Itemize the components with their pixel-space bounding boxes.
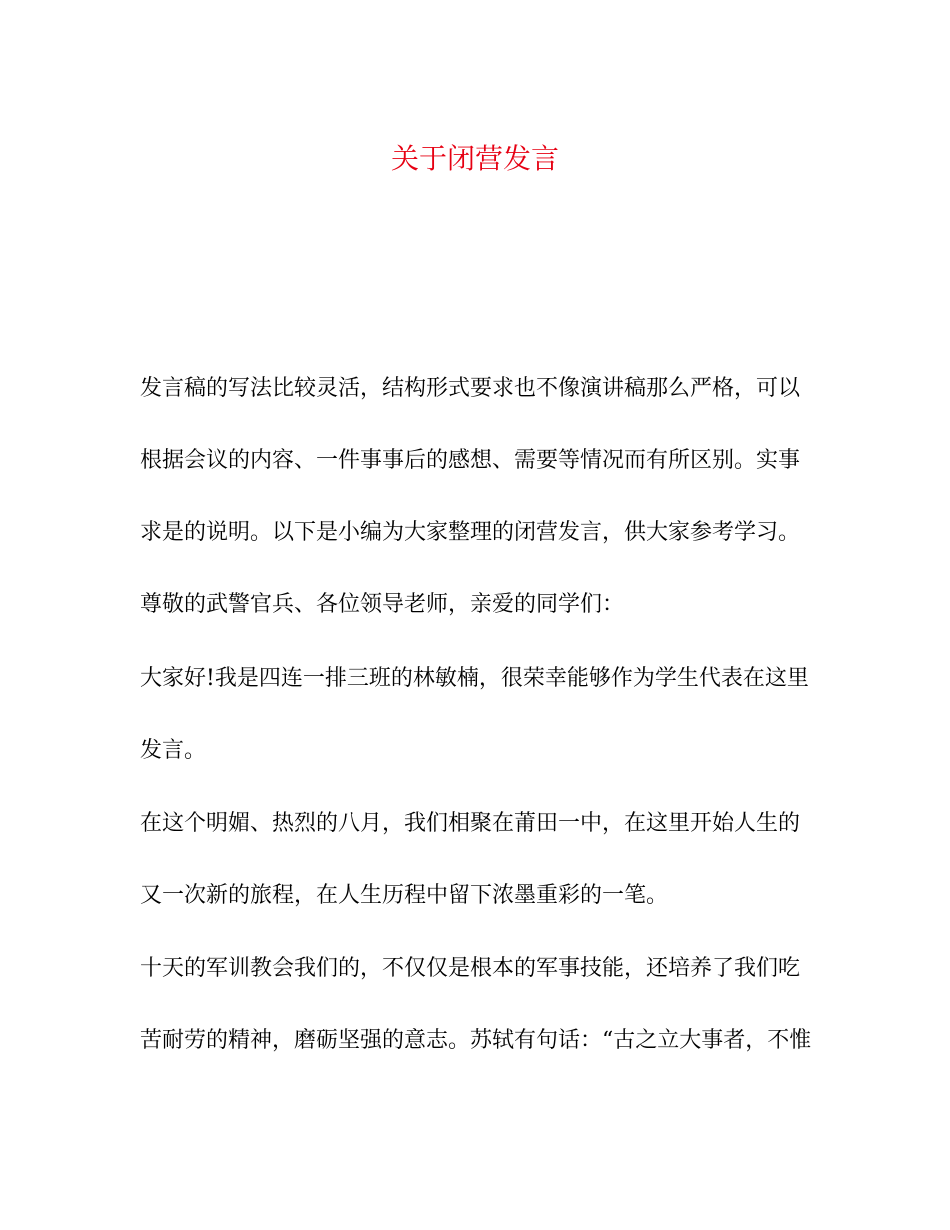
- paragraph-line-8: 又一次新的旅程，在人生历程中留下浓墨重彩的一笔。: [140, 883, 669, 908]
- paragraph-line-7: 在这个明媚、热烈的八月，我们相聚在莆田一中，在这里开始人生的: [140, 811, 801, 836]
- paragraph-line-2: 根据会议的内容、一件事事后的感想、需要等情况而有所区别。实事: [140, 448, 801, 473]
- salutation-line: 尊敬的武警官兵、各位领导老师，亲爱的同学们：: [140, 592, 625, 617]
- paragraph-line-9: 十天的军训教会我们的，不仅仅是根本的军事技能，还培养了我们吃: [140, 956, 801, 981]
- paragraph-line-1: 发言稿的写法比较灵活，结构形式要求也不像演讲稿那么严格，可以: [140, 376, 801, 401]
- paragraph-line-10: 苦耐劳的精神，磨砺坚强的意志。苏轼有句话：“古之立大事者，不惟: [140, 1028, 812, 1053]
- document-title: 关于闭营发言: [390, 142, 559, 175]
- paragraph-line-5: 大家好!我是四连一排三班的林敏楠，很荣幸能够作为学生代表在这里: [140, 666, 809, 691]
- paragraph-line-3: 求是的说明。以下是小编为大家整理的闭营发言，供大家参考学习。: [140, 520, 801, 545]
- paragraph-line-6: 发言。: [140, 738, 207, 763]
